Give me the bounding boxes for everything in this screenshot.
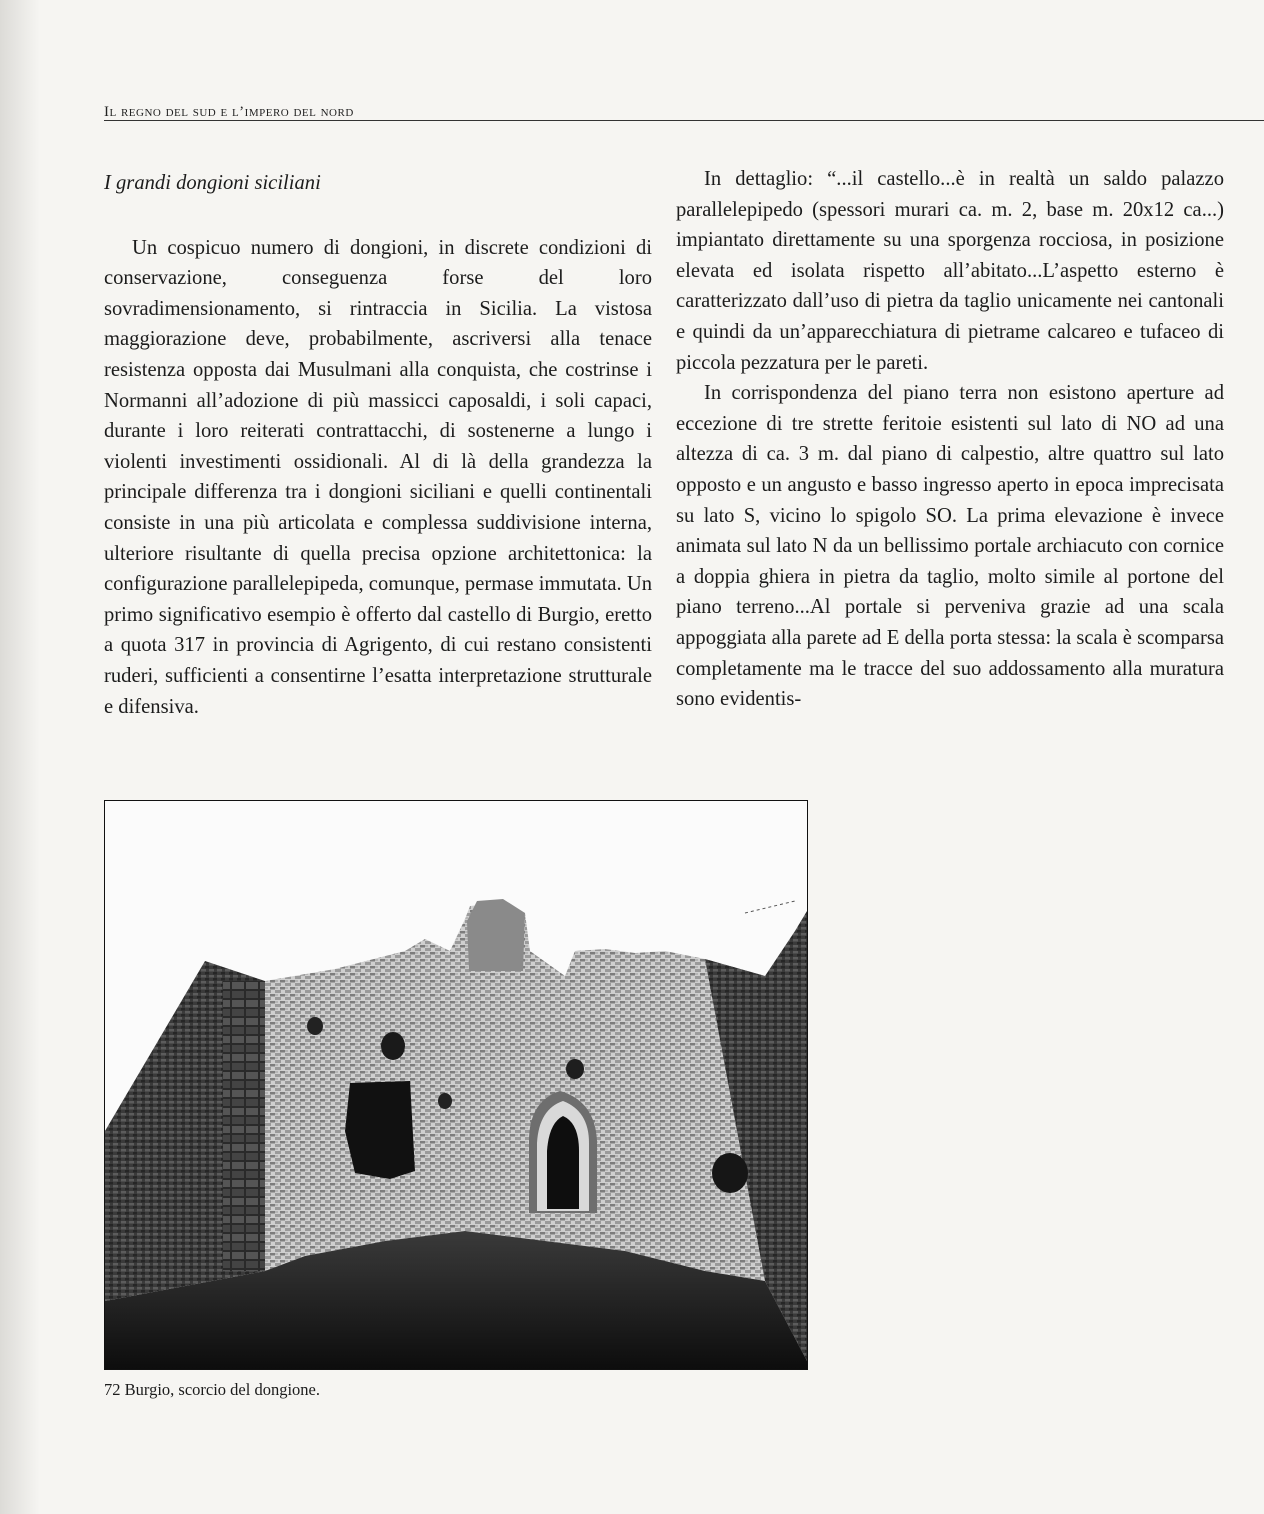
left-column — [104, 164, 652, 722]
section-title: I grandi dongioni siciliani — [104, 172, 321, 194]
arch-window-opening — [547, 1116, 579, 1209]
body-paragraph-left-1: Un cospicuo numero di dongioni, in discrete condizioni di conservazione, conseguenza forse del loro sovradimensionamento, si rintraccia in Sicilia. La vistosa maggiorazione deve, probabilmente, ascriversi alla tenace resistenza opposta dai Musulmani alla conquista, che costrinse i Normanni all’adozione di più massicci caposaldi, i soli capaci, durante i loro reiterati contrattacchi, di sostenerne a lungo i violenti investimenti ossidionali. Al di là della grandezza la principale differenza tra i dongioni siciliani e quelli continentali consiste in una più articolata e complessa suddivisione interna, ulteriore risultante di quella precisa opzione architettonica: la configurazione parallelepipeda, comunque, permase immutata. Un primo significativo esempio è offerto dal castello di Burgio, eretto a quota 317 in provincia di Agrigento, di cui restano consistenti ruderi, sufficienti a consentirne l’esatta interpretazione strutturale e difensiva. — [104, 236, 652, 718]
page-gutter-shadow — [0, 0, 40, 1514]
figure-caption: 72 Burgio, scorcio del dongione. — [104, 1380, 320, 1399]
body-paragraph-right-2: In corrispondenza del piano terra non esistono aperture ad eccezione di tre strette feritoie esistenti sul lato di NO ad una altezza di ca. 3 m. dal piano di calpestio, altre quattro sul lato opposto e un angusto e basso ingresso aperto in epoca imprecisata su lato S, vicino lo spigolo SO. La prima elevazione è invece animata sul lato N da un bellissimo portale archiacuto con cornice a doppia ghiera in pietra da taglio, molto simile al portone del piano terreno...Al portale si perveniva grazie ad una scala appoggiata alla parete ad E della porta stessa: la scala è scomparsa completamente ma le tracce del suo addossamento alla muratura sono evidentis- — [676, 382, 1224, 711]
wall-hole — [307, 1017, 323, 1035]
wall-hole — [566, 1059, 584, 1079]
header-rule — [104, 120, 1264, 121]
keep-corner-quoins — [223, 981, 265, 1271]
castle-photograph — [105, 801, 807, 1369]
running-header: Il regno del sud e l’impero del nord — [104, 104, 354, 120]
wall-hole — [381, 1032, 405, 1060]
right-window-opening — [712, 1153, 748, 1193]
large-breach-opening — [345, 1081, 415, 1179]
right-column — [676, 164, 1224, 715]
ruined-tower-remnant — [467, 899, 525, 971]
figure-photo-burgio-keep — [104, 800, 808, 1370]
body-paragraph-right-1: In dettaglio: “...il castello...è in realtà un saldo palazzo parallelepipedo (spessori murari ca. m. 2, base m. 20x12 ca...) impiantato direttamente su una sporgenza rocciosa, in posizione elevata ed isolata rispetto all’abitato...L’aspetto esterno è caratterizzato dall’uso di pietra da taglio unicamente nei cantonali e quindi da un’apparecchiatura di pietrame calcareo e tufaceo di piccola pezzatura per le pareti. — [676, 168, 1224, 374]
wall-hole — [438, 1093, 452, 1109]
